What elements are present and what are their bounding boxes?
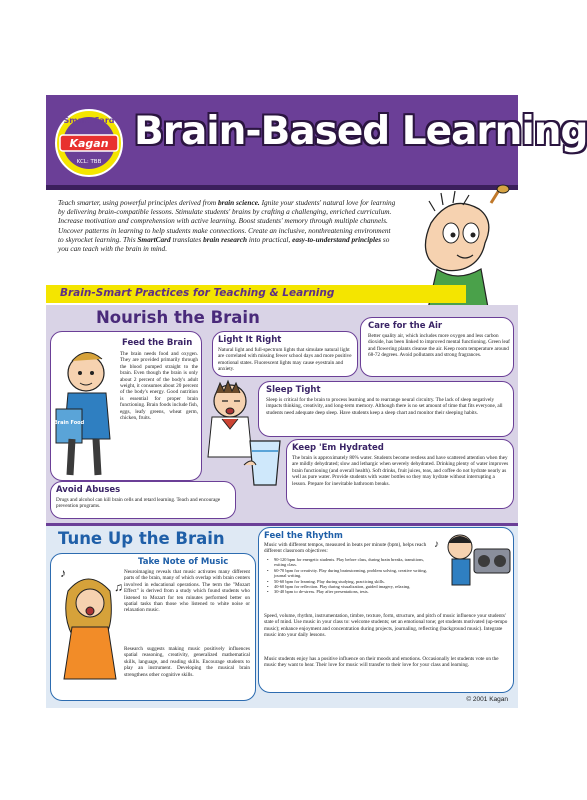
tempo-list-item: • 50-60 bpm for learning. Play during studying, practicing skills. (266, 579, 436, 584)
feed-the-brain-title: Feed the Brain (122, 338, 193, 348)
take-note-of-music-title: Take Note of Music (138, 557, 229, 567)
care-for-the-air-title: Care for the Air (368, 321, 443, 331)
tempo-list-item: • 40-60 bpm for reflection. Play during visualization, guided imagery, relaxing. (266, 584, 436, 589)
tempo-list-item: • 60-70 bpm for creativity. Play during brainstorming, problem solving, creative writing, journal writing. (266, 568, 436, 579)
nourish-heading: Nourish the Brain (96, 308, 260, 327)
light-it-right-title: Light It Right (218, 335, 282, 345)
light-it-right-text: Natural light and full-spectrum lights that simulate natural light are correlated with missing fewer school days and more positive emotional states. Fluorescent lights may cause eyestrain and anxiety. (218, 347, 352, 373)
copyright-notice: © 2001 Kagan (466, 696, 508, 703)
feel-the-rhythm-intro: Music with different tempos, measured in beats per minute (bpm), helps reach different classroom objectives: (264, 542, 427, 555)
take-note-of-music-text-1: Neuroimaging reveals that music activates many different parts of the brain, many of which overlap with brain centers involved in educational operations. The term the "Mozart Effect" is derived from a study which found students who listened to Mozart for ten minutes performed better on spatial tasks than those who listened to white noise or relaxation music. (124, 569, 250, 614)
intro-paragraph: Teach smarter, using powerful principles derived from brain science. Ignite your students' natural love for learning by delivering brain-compatible lessons. Stimulate students' brains by crafting a challenging, enriched curriculum. Increase motivation and comprehension with active learning. Boost students' memory through multiple channels. Uncover patterns in learning to help students make connections. Create an inclusive, nonthreatening environment to skyrocket learning. This SmartCard translates brain research into practical, easy-to-understand principles so you can teach with the brain in mind. (58, 198, 396, 254)
feel-the-rhythm-paragraph-2: Speed, volume, rhythm, instrumentation, timbre, texture, form, structure, and pitch of music influence your students' state of mind. Use music in your class to: welcome students; set an emotional tone; get students motivated (up-tempo music); enhance enjoyment and concentration during projects, journaling, reflecting (background music). Integrate music into your daily lessons. (264, 613, 508, 639)
music-note-icon-2: ♫ (114, 580, 123, 594)
care-for-the-air-text: Better quality air, which includes more oxygen and less carbon dioxide, has been linked to improved mental functioning. Green leaf and flowering plants cleanse the air. Keep room temperature around 68-72 degrees. Avoid pollutants and strong fragrances. (368, 333, 510, 359)
feel-the-rhythm-title: Feel the Rhythm (264, 531, 343, 541)
keep-em-hydrated-title: Keep 'Em Hydrated (292, 443, 384, 453)
keep-em-hydrated-text: The brain is approximately 80% water. Students become restless and have scattered attention when they are mildly dehydrated; slow and lethargic when severely dehydrated. Drinking plenty of water improves brain functioning (and overall health). Soft drinks, fruit juices, teas, and coffee do not hydrate nearly as well as pure water. Provide students with water bottles so they may hydrate without interrupting a lesson. Prepare for inevitable bathroom breaks. (292, 455, 509, 487)
page-title: Brain-Based Learning (134, 109, 587, 154)
tempo-list-item: • 30-40 bpm to de-stress. Play after presentations, tests. (266, 589, 436, 594)
tune-heading: Tune Up the Brain (58, 529, 225, 548)
avoid-abuses-title: Avoid Abuses (56, 485, 121, 495)
music-note-icon-3: ♪ (434, 539, 439, 550)
tempo-list (266, 557, 436, 595)
feed-the-brain-text: The brain needs food and oxygen. They are provided primarily through the blood pumped straight to the brain. Even though the brain is only about 2 percent of the body's adult weight, it consumes about 20 percent of the body's energy. Good nutrition is essential for proper brain functioning. Brain foods include fish, eggs, leafy greens, wheat germ, chicken, fruits. (120, 351, 198, 422)
smartcard (46, 95, 587, 708)
sleep-tight-text: Sleep is critical for the brain to process learning and to rearrange neural circuitry. The lack of sleep negatively impacts thinking, creativity, and long-term memory. Although there is no set amount of time that fits everyone, all students need adequate deep sleep. Have students keep a sleep chart and monitor their sleeping habits. (266, 397, 503, 416)
logo-brand-text: Kagan (69, 137, 109, 150)
cartoon-singing-girl-illustration (54, 561, 124, 681)
logo-top-text: Smart Card (63, 116, 115, 125)
sleep-tight-title: Sleep Tight (266, 385, 321, 395)
cartoon-boy-reading-illustration (54, 347, 120, 479)
feel-the-rhythm-paragraph-3: Music students enjoy has a positive influence on their moods and emotions. Occasionally let students vote on the music they want to hear. Their love for music will transfer to their love for your class and learning. (264, 656, 499, 669)
music-note-icon: ♪ (60, 566, 66, 580)
avoid-abuses-text: Drugs and alcohol can kill brain cells and retard learning. Teach and encourage prevention programs. (56, 497, 221, 510)
practices-banner-text: Brain-Smart Practices for Teaching & Learning (60, 287, 335, 299)
water-glass-illustration (242, 435, 288, 487)
logo-code-text: KCL: TBB (76, 159, 102, 165)
brain-food-book-label: Brain Food (53, 420, 85, 426)
smartcard-logo (52, 101, 126, 181)
take-note-of-music-text-2: Research suggests making music positively influences spatial reasoning, creativity, generalized mathematical skills, language, and reading skills. Encourage students to play an instrument. Developing the musical brain strengthens other cognitive skills. (124, 646, 250, 678)
tempo-list-item: • 90-120 bpm for energetic students. Play before class, during brain breaks, transitions, exiting class. (266, 557, 436, 568)
cartoon-boy-with-radio-illustration (430, 529, 514, 587)
